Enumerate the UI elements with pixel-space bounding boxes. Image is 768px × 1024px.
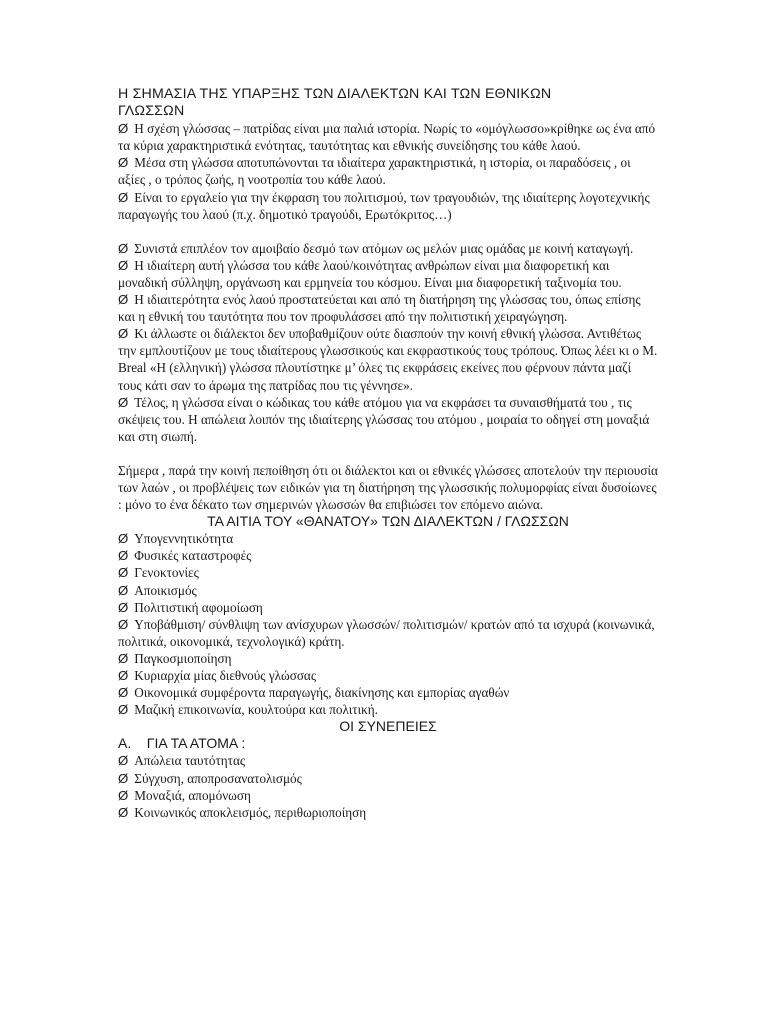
bullet-arrow-icon: Ø: [118, 702, 129, 718]
bullet-arrow-icon: Ø: [118, 668, 129, 683]
list-item: Ø Κυριαρχία μίας διεθνούς γλώσσας: [118, 668, 317, 683]
bullet-arrow-icon: Ø: [118, 770, 129, 786]
list-item: Ø Τέλος, η γλώσσα είναι ο κώδικας του κάθε ατόμου για να εκφράσει τα συναισθήματά του , τις σκέψεις του. Η απώλεια λοιπόν της ιδιαίτερης γλώσσας του ατόμου , μοιραία το οδηγεί στη μοναξιά και στη σιωπή.: [118, 394, 650, 444]
bullet-arrow-icon: Ø: [118, 685, 129, 701]
consequences-subheading: Α. ΓΙΑ ΤΑ ΑΤΟΜΑ :: [118, 735, 246, 752]
bullet-arrow-icon: Ø: [118, 548, 129, 564]
bullet-arrow-icon: Ø: [118, 189, 129, 205]
bullet-arrow-icon: Ø: [118, 650, 129, 666]
bullet-arrow-icon: Ø: [118, 121, 129, 137]
spacer: [118, 445, 658, 462]
bullet-arrow-icon: Ø: [118, 753, 129, 769]
document-title-line-2: ΓΛΩΣΣΩΝ: [118, 103, 185, 120]
list-item: Ø Η ιδιαίτερη αυτή γλώσσα του κάθε λαού/κοινότητας ανθρώπων είναι μια διαφορετική και μοναδική σύλληψη, οργάνωση και ερμηνεία του κόσμου. Είναι μια διαφορετική ταξινομία του.: [118, 257, 622, 290]
bullet-arrow-icon: Ø: [118, 394, 129, 410]
list-item: Ø Κοινωνικός αποκλεισμός, περιθωριοποίηση: [118, 804, 367, 820]
list-item: Ø Οικονομικά συμφέροντα παραγωγής, διακίνησης και εμπορίας αγαθών: [118, 685, 510, 701]
bullet-arrow-icon: Ø: [118, 582, 129, 598]
list-item: Ø Είναι το εργαλείο για την έκφραση του πολιτισμού, των τραγουδιών, της ιδιαίτερης λογοτεχνικής παραγωγής του λαού (π.χ. δημοτικό τραγούδι, Ερωτόκριτος…): [118, 189, 650, 222]
consequences-heading: ΟΙ ΣΥΝΕΠΕΙΕΣ: [339, 718, 437, 735]
list-item: Ø Η ιδιαιτερότητα ενός λαού προστατεύεται και από τη διατήρηση της γλώσσας του, όπως επίσης και η εθνική του ταυτότητα που τον προφυλάσσει από την πολιτιστική χειραγώγηση.: [118, 292, 641, 325]
bullet-arrow-icon: Ø: [118, 531, 129, 547]
list-item: Ø Υπογεννητικότητα: [118, 531, 234, 547]
list-item: Ø Πολιτιστική αφομοίωση: [118, 599, 263, 615]
bullet-arrow-icon: Ø: [118, 804, 129, 820]
list-item: Ø Απώλεια ταυτότητας: [118, 753, 246, 769]
list-item: Ø Φυσικές καταστροφές: [118, 548, 252, 564]
intro-bullet-list: [118, 120, 658, 223]
list-item: Ø Μοναξιά, απομόνωση: [118, 787, 251, 803]
forecast-paragraph: Σήμερα , παρά την κοινή πεποίθηση ότι οι διάλεκτοι και οι εθνικές γλώσσες αποτελούν την περιουσία των λαών , οι προβλέψεις των ειδικών για τη διατήρηση της γλωσσικής πολυμορφίας είναι δυσοίωνες : μόνο το ένα δέκατο των σημερινών γλωσσών θα επιβιώσει τον επόμενο αιώνα.: [118, 462, 658, 513]
list-item: Ø Παγκοσμιοποίηση: [118, 650, 232, 666]
list-item: Ø Αποικισμός: [118, 582, 197, 598]
bullet-arrow-icon: Ø: [118, 240, 129, 256]
list-item: Ø Μέσα στη γλώσσα αποτυπώνονται τα ιδιαίτερα χαρακτηριστικά, η ιστορία, οι παραδόσεις , οι αξίες , ο τρόπος ζωής, η νοοτροπία του κάθε λαού.: [118, 155, 631, 188]
spacer: [118, 223, 658, 240]
list-item: Ø Γενοκτονίες: [118, 565, 199, 581]
bullet-arrow-icon: Ø: [118, 326, 129, 342]
list-item: Ø Υποβάθμιση/ σύνθλιψη των ανίσχυρων γλωσσών/ πολιτισμών/ κρατών από τα ισχυρά (κοινωνικά, πολιτικά, οικονομικά, τεχνολογικά) κράτη.: [118, 616, 655, 649]
bullet-arrow-icon: Ø: [118, 257, 129, 273]
consequences-list: [118, 752, 658, 820]
list-item: Ø Μαζική επικοινωνία, κουλτούρα και πολιτική.: [118, 702, 378, 718]
main-bullet-list: [118, 240, 658, 445]
document-title-line-1: Η ΣΗΜΑΣΙΑ ΤΗΣ ΥΠΑΡΞΗΣ ΤΩΝ ΔΙΑΛΕΚΤΩΝ ΚΑΙ ΤΩΝ ΕΘΝΙΚΩΝ: [118, 86, 552, 102]
causes-heading: ΤΑ ΑΙΤΙΑ ΤΟΥ «ΘΑΝΑΤΟΥ» ΤΩΝ ΔΙΑΛΕΚΤΩΝ / ΓΛΩΣΣΩΝ: [207, 513, 569, 530]
bullet-arrow-icon: Ø: [118, 616, 129, 632]
bullet-arrow-icon: Ø: [118, 565, 129, 581]
document-body: [118, 86, 658, 821]
list-item: Ø Συνιστά επιπλέον τον αμοιβαίο δεσμό των ατόμων ως μελών μιας ομάδας με κοινή καταγωγή.: [118, 240, 634, 256]
list-item: Ø Σύγχυση, αποπροσανατολισμός: [118, 770, 302, 786]
bullet-arrow-icon: Ø: [118, 599, 129, 615]
causes-list: [118, 530, 658, 718]
list-item: Ø Κι άλλωστε οι διάλεκτοι δεν υποβαθμίζουν ούτε διασπούν την κοινή εθνική γλώσσα. Αντιθέτως την εμπλουτίζουν με τους ιδιαίτερους γλωσσικούς και εκφραστικούς τους τρόπους. Όπως λέει κι ο M. Breal «Η (ελληνική) γλώσσα πλουτίστηκε μ’ όλες τις εκφράσεις εκείνες που φέρνουν πάντα μαζί τους κάτι σαν το άρωμα της πατρίδας που τις γέννησε».: [118, 326, 658, 393]
list-item: Ø Η σχέση γλώσσας – πατρίδας είναι μια παλιά ιστορία. Νωρίς το «ομόγλωσσο»κρίθηκε ως ένα από τα κύρια χαρακτηριστικά ενότητας, ταυτότητας και εθνικής συνείδησης του κάθε λαού.: [118, 121, 656, 154]
bullet-arrow-icon: Ø: [118, 787, 129, 803]
bullet-arrow-icon: Ø: [118, 155, 129, 171]
bullet-arrow-icon: Ø: [118, 292, 129, 308]
